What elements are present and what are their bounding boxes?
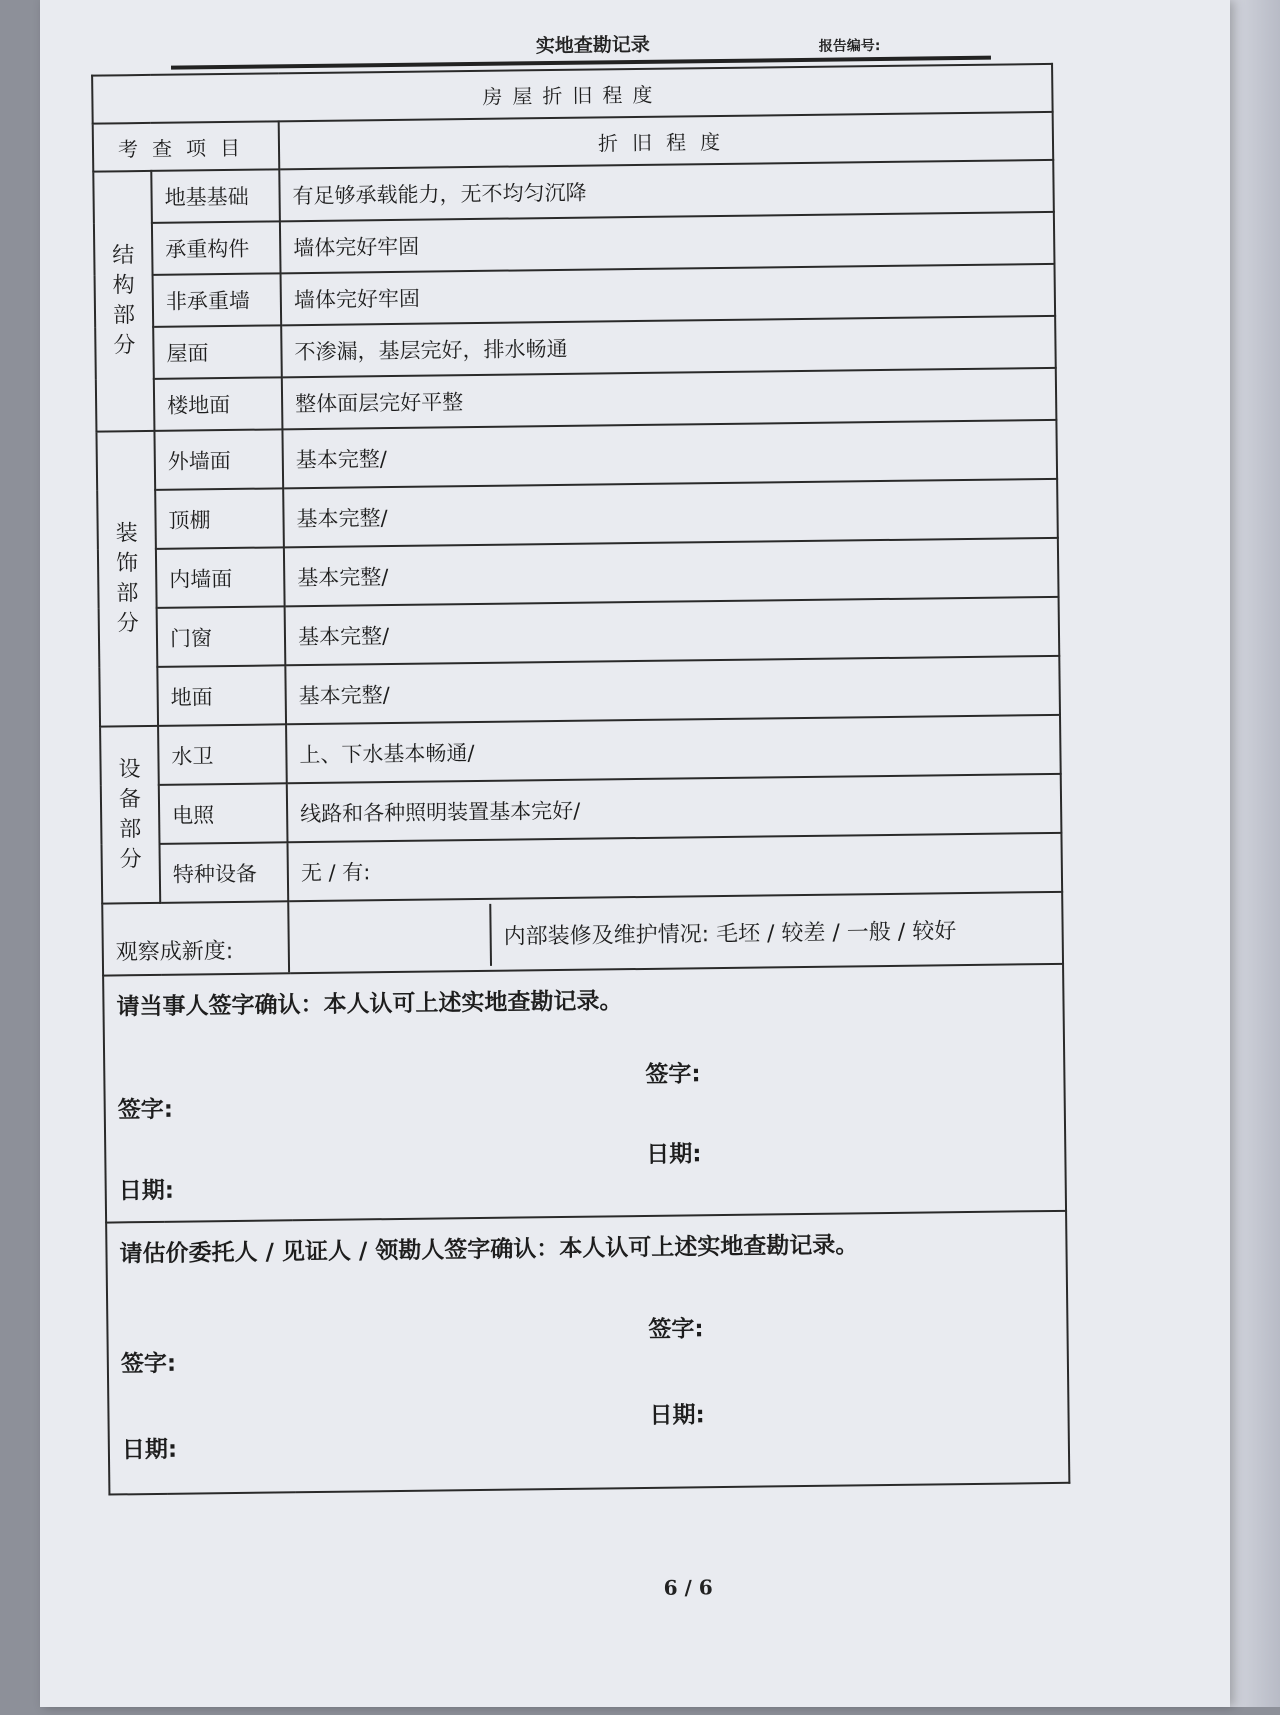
column-header-degree: 折旧程度 [279, 112, 1054, 169]
row-item: 地面 [157, 665, 286, 726]
row-item: 水卫 [158, 724, 287, 785]
group-label-decoration: 装饰部分 [96, 431, 158, 727]
observed-newness-value [289, 904, 492, 968]
client-confirm-cell [106, 1211, 1069, 1495]
row-value: 基本完整/ [282, 420, 1057, 488]
row-value: 无 / 有: [287, 833, 1062, 901]
interior-condition-label: 内部装修及维护情况: 毛坯 / 较差 / 一般 / 较好 [503, 918, 957, 950]
party-confirm-text: 请当事人签字确认：本人认可上述实地查勘记录。 [116, 988, 623, 1021]
row-item: 门窗 [157, 606, 286, 667]
client-sign-left-label: 签字: [120, 1350, 177, 1378]
group-label-structure: 结构部分 [93, 171, 154, 432]
observation-row [102, 892, 1063, 976]
row-item: 非承重墙 [153, 273, 282, 327]
row-value: 不渗漏，基层完好，排水畅通 [281, 316, 1056, 377]
report-number-label: 报告编号: [818, 38, 881, 55]
row-value: 墙体完好牢固 [280, 212, 1055, 273]
row-value: 线路和各种照明装置基本完好/ [287, 774, 1062, 842]
row-item: 电照 [159, 783, 288, 844]
row-item: 内墙面 [156, 547, 285, 608]
client-confirm-row [106, 1211, 1069, 1495]
row-value: 基本完整/ [285, 597, 1060, 665]
column-header-item: 考查项目 [93, 121, 280, 171]
row-value: 墙体完好牢固 [281, 264, 1056, 325]
client-sign-right-label: 签字: [648, 1316, 704, 1343]
client-confirm-text: 请估价委托人 / 见证人 / 领勘人签字确认：本人认可上述实地查勘记录。 [119, 1232, 859, 1268]
row-item: 外墙面 [154, 429, 283, 490]
table-title: 房屋折旧程度 [92, 64, 1053, 124]
party-date-right-label: 日期: [646, 1141, 702, 1168]
row-item: 顶棚 [155, 488, 284, 549]
row-item: 特种设备 [160, 842, 289, 903]
row-item: 地基基础 [151, 169, 280, 223]
row-value: 有足够承载能力，无不均匀沉降 [279, 160, 1054, 221]
party-date-left-label: 日期: [118, 1177, 175, 1205]
depreciation-table [91, 63, 1070, 1496]
page-number: 6 / 6 [663, 1575, 713, 1600]
row-value: 基本完整/ [285, 656, 1060, 724]
row-value: 基本完整/ [283, 479, 1058, 547]
row-value: 基本完整/ [284, 538, 1059, 606]
party-sign-left-label: 签字: [117, 1096, 174, 1124]
row-item: 承重构件 [152, 221, 281, 275]
party-sign-right-label: 签字: [645, 1061, 701, 1088]
observed-newness-label: 观察成新度: [102, 901, 289, 975]
party-confirm-cell [103, 964, 1066, 1223]
row-value: 上、下水基本畅通/ [286, 715, 1061, 783]
party-confirm-row [103, 964, 1066, 1223]
document-title: 实地查勘记录 [535, 33, 650, 58]
interior-condition-cell [288, 892, 1063, 973]
client-date-right-label: 日期: [649, 1402, 705, 1429]
group-label-equipment: 设备部分 [100, 726, 160, 904]
row-item: 屋面 [153, 325, 282, 379]
row-item: 楼地面 [154, 377, 283, 431]
client-date-left-label: 日期: [121, 1436, 178, 1464]
row-value: 整体面层完好平整 [282, 368, 1057, 429]
